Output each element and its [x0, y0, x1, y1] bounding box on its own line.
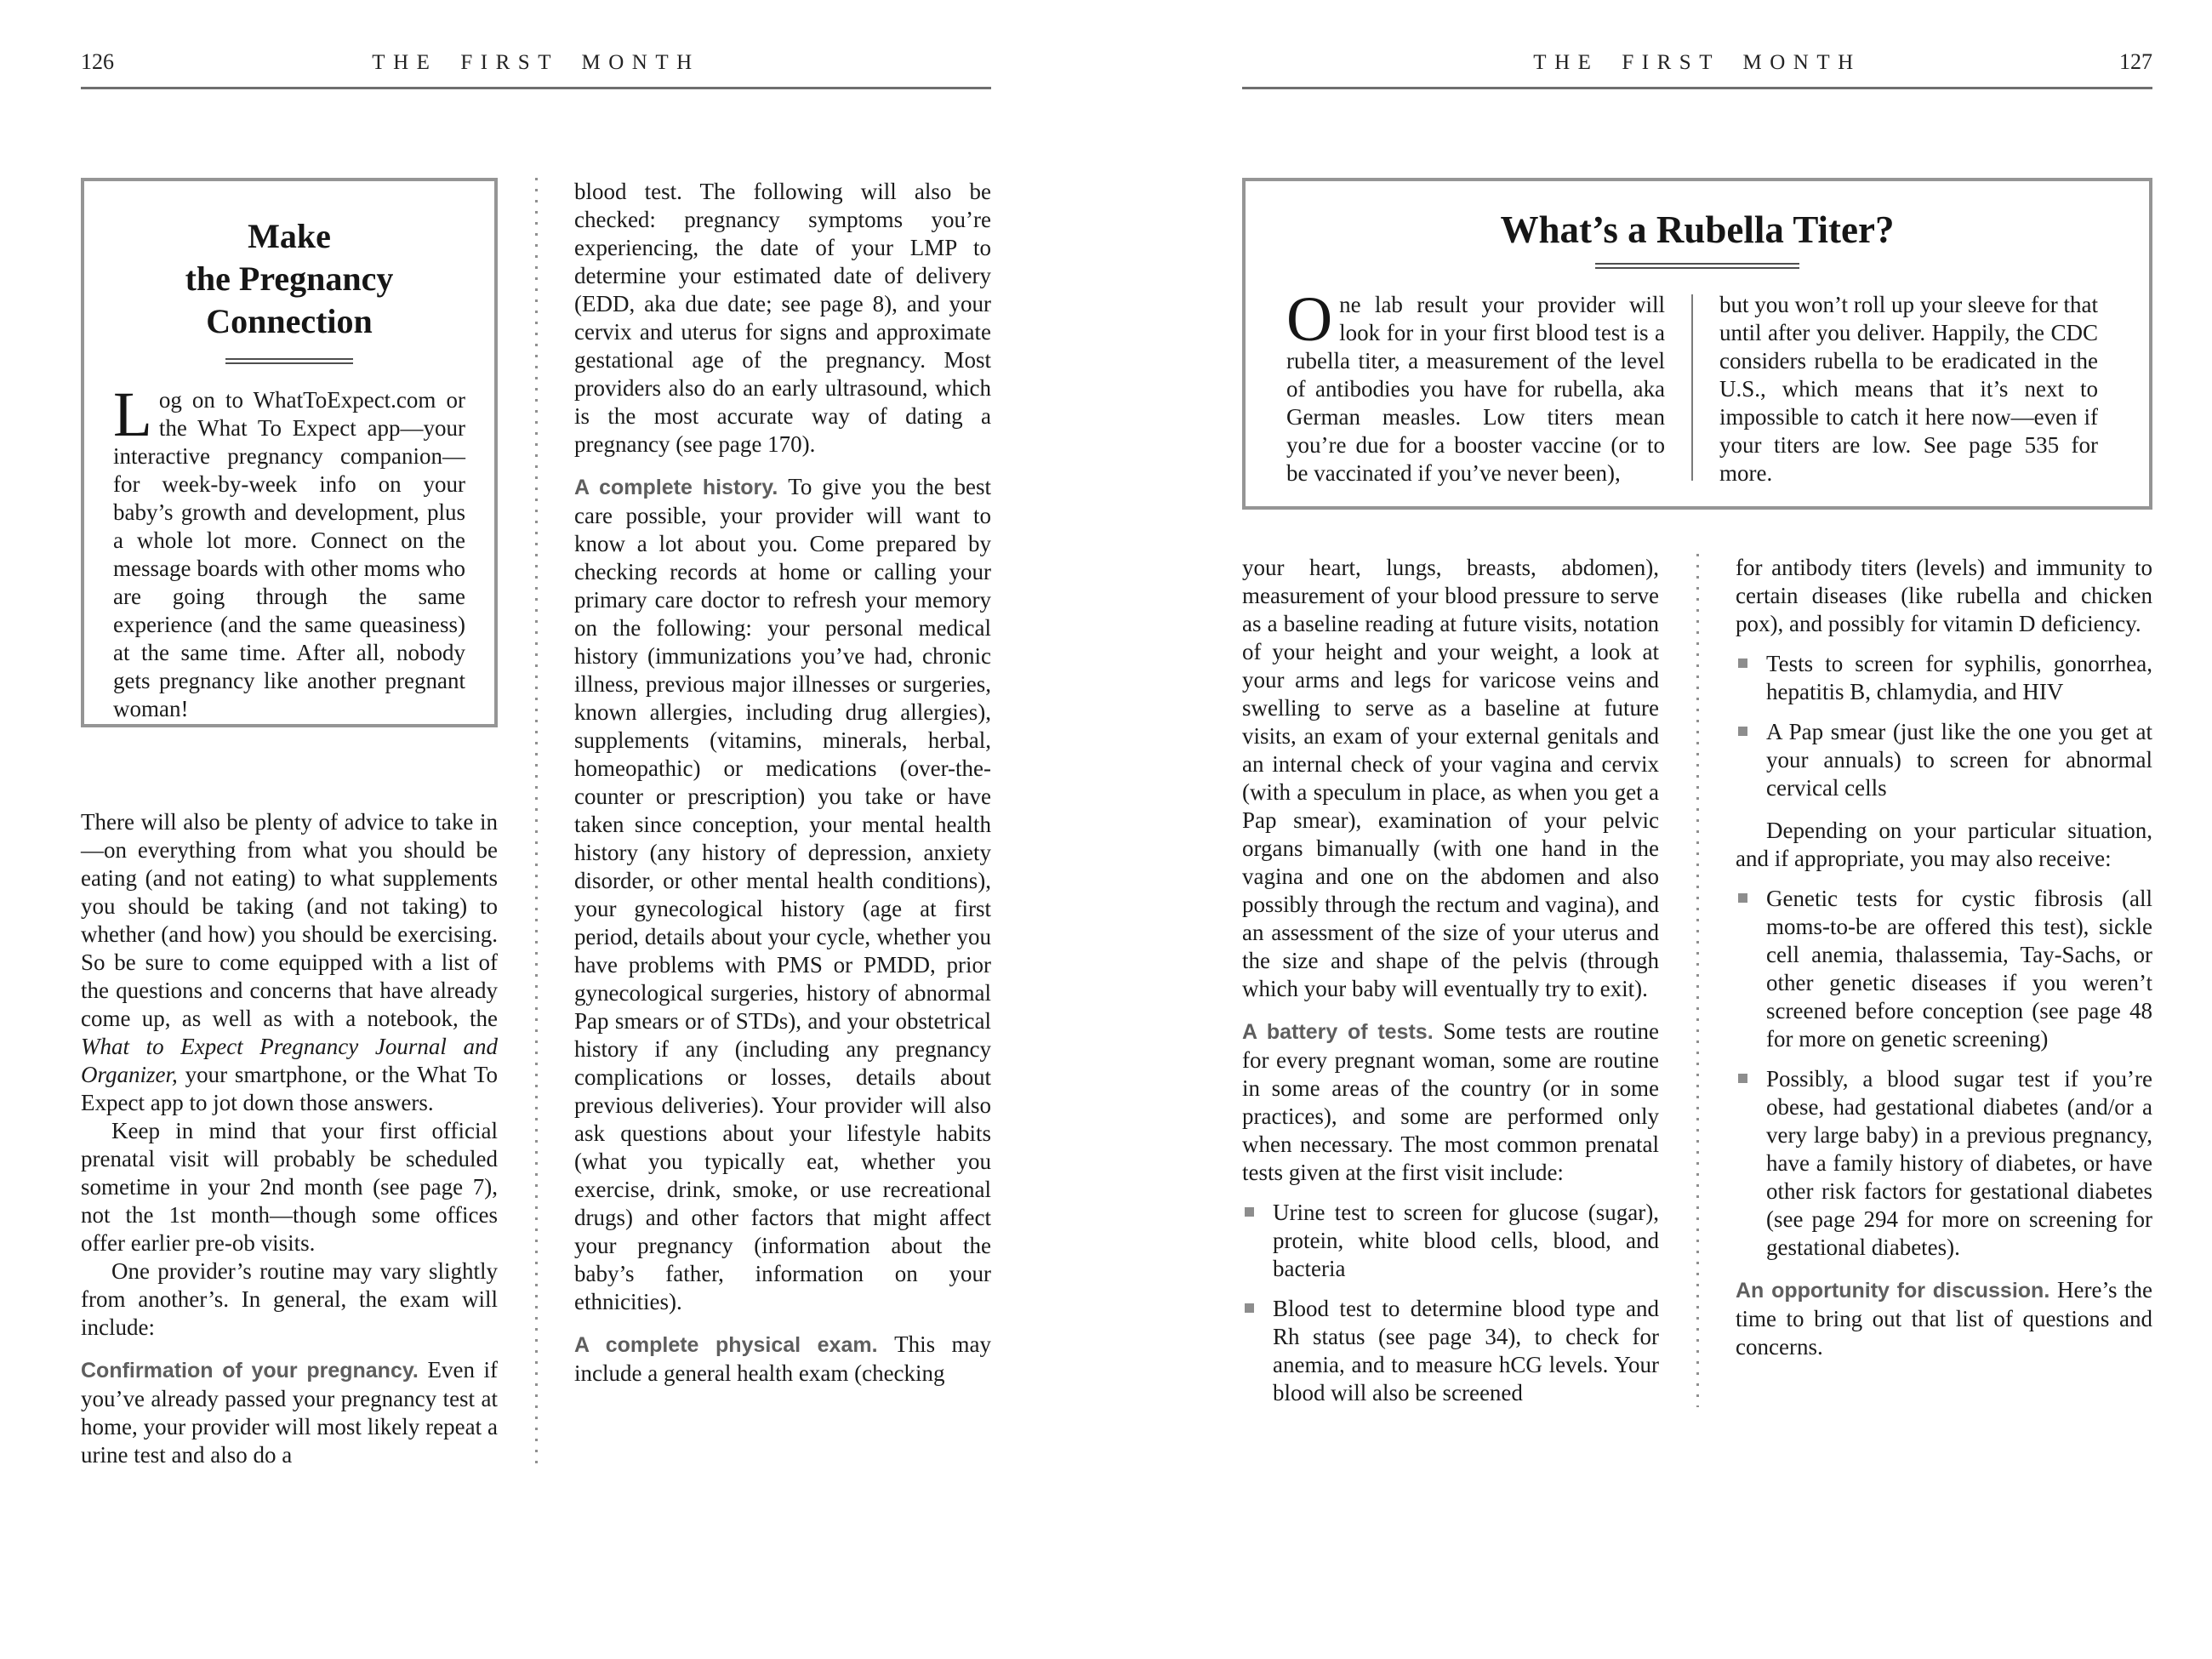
paragraph: [1736, 817, 2152, 873]
rubella-col1-text: ne lab result your provider will look for in your first blood test is a rubella titer, a measurement of the level of antibodies you have for rubella, aka German measles. Low titers mean you’re due for a booster vaccine (or to be vaccinated if you’ve never been),: [1286, 292, 1665, 486]
bullet-square-icon: [1245, 1207, 1254, 1217]
bullet-square-icon: [1738, 1074, 1747, 1083]
rubella-title-double-rule: [1595, 263, 1799, 269]
rubella-box-column-2: but you won’t roll up your sleeve for that until after you deliver. Happily, the CDC considers rubella to be eradicated in the U.S., which means that it’s next to impossible to catch it here now—even if your titers are low. See page 535 for more.: [1719, 292, 2098, 486]
rubella-titer-box: [1242, 178, 2152, 510]
text-segment: There will also be plenty of advice to take in—on everything from what you should be eating (and not eating) to what supplements you should be taking (and not taking) to whether (and how) you should be exercising. So be sure to come equipped with a list of the questions and concerns that have already come up, as well as with a notebook, the: [81, 809, 498, 1031]
text-segment: To give you the best care possible, your provider will want to know a lot about you. Come prepared by checking records at home or calling your primary care doctor to refresh your memory on the following: your personal medical history (immunizations you’ve had, chronic illness, previous major illnesses or surgeries, known allergies, including drug allergies), supplements (vitamins, minerals, herbal, homeopathic) or medications (over-the-counter or prescription) you take or have taken since conception, your mental health history (any history of depression, anxiety disorder, or other mental health conditions), your gynecological history (age at first period, details about your cycle, whether you have problems with PMS or PMDD, prior gynecological surgeries, history of abnormal Pap smears or of STDs), and your obstetrical history if any (including any pregnancy complications or losses, details about previous deliveries). Your provider will also ask questions about your lifestyle habits (what you typically eat, whether you exercise, drink, smoke, or use recreational drugs) and other factors that might affect your pregnancy (information about the baby’s father, information on your ethnicities).: [574, 474, 991, 1314]
bullet-item: [1736, 885, 2152, 1053]
text-segment: Tests to screen for syphilis, gonorrhea, hepatitis B, chlamydia, and HIV: [1766, 651, 2152, 704]
text-segment: Genetic tests for cystic fibrosis (all moms-to-be are offered this test), sickle cell anemia, thalassemia, Tay-Sachs, or other genetic diseases if you weren’t screened before conception (see page 48 for more on genetic screening): [1766, 886, 2152, 1052]
header-rule-right: [1242, 87, 2152, 89]
bullet-item: [1736, 1065, 2152, 1262]
box-title-line-1: Make: [248, 217, 331, 255]
dropcap-L: L: [113, 379, 152, 450]
bullet-item: [1736, 718, 2152, 802]
bullet-item: [1242, 1199, 1659, 1283]
rubella-column-separator: [1691, 294, 1693, 481]
text-segment: Urine test to screen for glucose (sugar), protein, white blood cells, blood, and bacteria: [1273, 1200, 1659, 1281]
text-segment: Depending on your particular situation, and if appropriate, you may also receive:: [1736, 818, 2152, 871]
paragraph: [81, 1257, 498, 1342]
page-right-column-1: [1242, 554, 1659, 1407]
dropcap-O: O: [1286, 284, 1333, 355]
rubella-box-title: What’s a Rubella Titer?: [1500, 208, 1895, 251]
rubella-box-column-1: [1286, 284, 1665, 487]
paragraph: [81, 1356, 498, 1469]
running-head-right: THE FIRST MONTH: [1533, 51, 1861, 74]
runin-heading: Confirmation of your pregnancy.: [81, 1359, 428, 1382]
text-segment: Even if you’ve already passed your pregnancy test at home, your provider will most likely repeat a urine test and also do a: [81, 1357, 498, 1468]
page-left-header: [81, 49, 991, 80]
dotted-column-divider-left: [498, 178, 574, 1469]
page-left-column-1: [81, 178, 498, 1469]
page-left-column-2: [574, 178, 991, 1469]
dotted-column-divider-right: [1659, 554, 1736, 1407]
box-title-line-3: Connection: [206, 302, 373, 340]
rubella-box-columns: [1286, 284, 2108, 487]
header-rule-left: [81, 87, 991, 89]
box-title-line-2: the Pregnancy: [185, 259, 394, 298]
paragraph: [574, 473, 991, 1316]
text-segment: Keep in mind that your first official prenatal visit will probably be scheduled sometime in your 2nd month (see page 7), not the 1st month—though some offices offer earlier pre-ob visits.: [81, 1118, 498, 1256]
box-title: [113, 215, 465, 343]
paragraph: [1736, 1276, 2152, 1361]
paragraph: [574, 1331, 991, 1388]
running-head-left: THE FIRST MONTH: [372, 51, 700, 74]
text-segment: One provider’s routine may vary slightly from another’s. In general, the exam will include:: [81, 1258, 498, 1340]
runin-heading: A battery of tests.: [1242, 1020, 1444, 1044]
text-segment: A Pap smear (just like the one you get at your annuals) to screen for abnormal cervical cells: [1766, 719, 2152, 801]
text-segment: blood test. The following will also be checked: pregnancy symptoms you’re experiencing, the date of your LMP to determine your estimated date of delivery (EDD, aka due date; see page 8), and your cervix and uterus for signs and approximate gestational age of the pregnancy. Most providers also do an early ultrasound, which is the most accurate way of dating a pregnancy (see page 170).: [574, 179, 991, 457]
page-number-right: 127: [2119, 49, 2152, 74]
paragraph: [1242, 1018, 1659, 1187]
bullet-square-icon: [1738, 893, 1747, 903]
title-double-rule: [225, 358, 353, 364]
page-number-left: 126: [81, 49, 114, 74]
paragraph: [1242, 554, 1659, 1003]
paragraph: [574, 178, 991, 459]
text-segment: Some tests are routine for every pregnant woman, some are routine in some areas of the country (or in some practices), and some are performed only when necessary. The most common prenatal tests given at the first visit include:: [1242, 1018, 1659, 1185]
box-body-text: og on to WhatToExpect.com or the What To Expect app—your interactive pregnancy companion—for week-by-week info on your baby’s growth and development, plus a whole lot more. Connect on the message boards with other moms who are going through the same experience (and the same queasiness) at the same time. After all, nobody gets pregnancy like another pregnant woman!: [113, 387, 465, 721]
bullet-square-icon: [1245, 1303, 1254, 1313]
page-right-header: [1242, 49, 2152, 80]
bullet-item: [1736, 650, 2152, 706]
text-segment: What to Expect Pregnancy Journal and Organizer,: [81, 1034, 498, 1087]
page-left-columns: [81, 178, 991, 1469]
text-segment: your heart, lungs, breasts, abdomen), measurement of your blood pressure to serve as a baseline reading at future visits, notation of your height and your weight, a look at your arms and legs for varicose veins and swelling to serve as a baseline at future visits, an exam of your external genitals and an internal check of your vagina and cervix (with a speculum in place, as when you get a Pap smear), examination of your pelvic organs bimanually (with one hand in the vagina and one on the abdomen and also possibly through the rectum and vagina), and an assessment of the size of your uterus and the size and shape of the pelvis (through which your baby will eventually try to exit).: [1242, 555, 1659, 1001]
runin-heading: An opportunity for discussion.: [1736, 1279, 2058, 1303]
text-segment: your smartphone, or the What To Expect app to jot down those answers.: [81, 1062, 498, 1115]
text-segment: Blood test to determine blood type and Rh status (see page 34), to check for anemia, and to measure hCG levels. Your blood will also be screened: [1273, 1296, 1659, 1405]
text-segment: Here’s the time to bring out that list of questions and concerns.: [1736, 1277, 2153, 1360]
text-segment: This may include a general health exam (checking: [574, 1331, 991, 1386]
text-segment: for antibody titers (levels) and immunity to certain diseases (like rubella and chicken pox), and possibly for vitamin D deficiency.: [1736, 555, 2152, 636]
text-segment: Possibly, a blood sugar test if you’re obese, had gestational diabetes (and/or a very large baby) in a previous pregnancy, have a family history of diabetes, or have other risk factors for gestational diabetes (see page 294 for more on screening for gestational diabetes).: [1766, 1066, 2152, 1260]
runin-heading: A complete physical exam.: [574, 1333, 895, 1357]
page-right-columns: [1242, 554, 2152, 1407]
paragraph: [81, 1117, 498, 1257]
box-body-paragraph: [113, 379, 465, 723]
runin-heading: A complete history.: [574, 476, 789, 499]
pregnancy-connection-box: [81, 178, 498, 727]
bullet-square-icon: [1738, 658, 1747, 668]
left-column-1-text: [81, 808, 498, 1469]
page-right-column-2: [1736, 554, 2152, 1407]
page-right: [1106, 0, 2212, 1659]
bullet-item: [1242, 1295, 1659, 1407]
bullet-square-icon: [1738, 727, 1747, 736]
paragraph: [81, 808, 498, 1117]
paragraph: [1736, 554, 2152, 638]
